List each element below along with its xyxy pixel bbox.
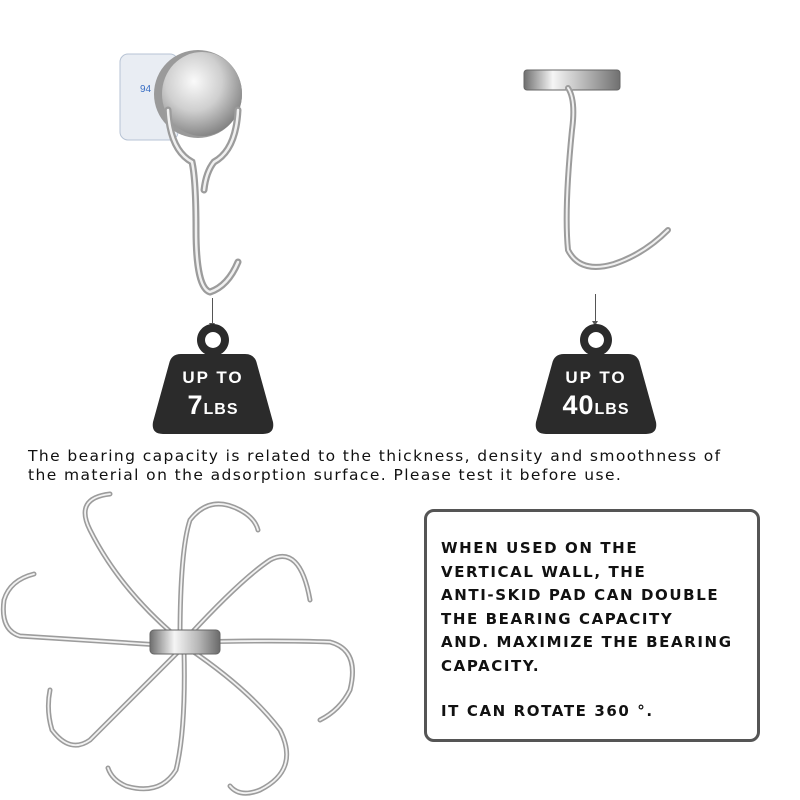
weight-badge-7lbs — [151, 318, 275, 438]
info-line: AND. MAXIMIZE THE BEARING — [441, 633, 733, 651]
weight-badge-40lbs — [534, 318, 658, 438]
info-line: THE BEARING CAPACITY — [441, 609, 674, 628]
weight-number: 40 — [562, 390, 595, 420]
info-rotate-line: IT CAN ROTATE 360 °. — [441, 702, 654, 720]
weight-number: 7 — [187, 390, 204, 420]
weight-unit: LBS — [203, 401, 239, 418]
info-box — [424, 509, 760, 742]
info-line: CAPACITY. — [441, 656, 541, 675]
note-line: The bearing capacity is related to the thickness, density and smoothness of — [28, 447, 722, 465]
weight-unit: LBS — [594, 401, 630, 418]
weight-label-top: UP TO — [182, 368, 244, 387]
weight-value — [534, 390, 658, 421]
weight-value — [151, 390, 275, 421]
front-hook-image — [110, 40, 260, 300]
rotating-hooks-image — [0, 490, 380, 800]
bearing-capacity-note — [28, 447, 788, 485]
info-line: WHEN USED ON THE — [441, 539, 639, 557]
info-line: VERTICAL WALL, THE — [441, 562, 647, 581]
weight-label-top: UP TO — [565, 368, 627, 387]
info-line: ANTI-SKID PAD CAN DOUBLE — [441, 586, 720, 604]
sticker-label: 94 — [140, 84, 152, 95]
note-line: the material on the adsorption surface. Please test it before use. — [28, 466, 623, 484]
side-hook-image — [520, 60, 680, 280]
